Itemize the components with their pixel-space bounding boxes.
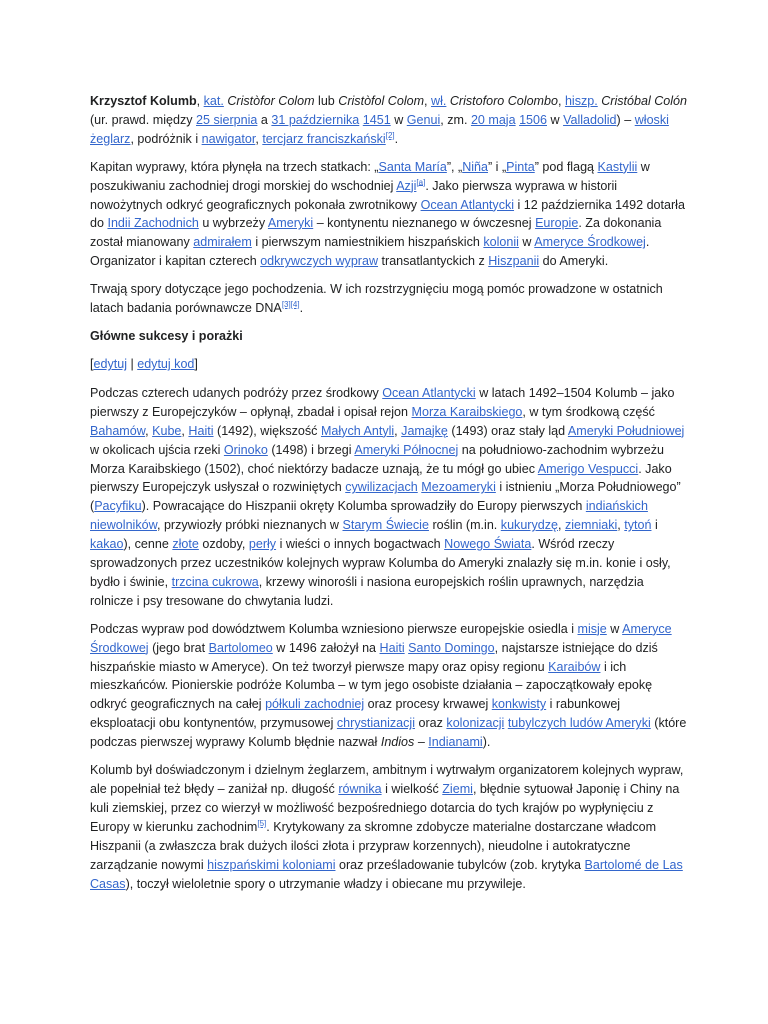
link-missions[interactable]: misje	[577, 621, 607, 636]
link-cocoa[interactable]: kakao	[90, 537, 124, 552]
link-west-indies[interactable]: Indii Zachodnich	[107, 216, 199, 231]
link-spanish-colonies[interactable]: hiszpańskimi koloniami	[207, 857, 336, 872]
link-haiti-2[interactable]: Haiti	[379, 640, 405, 655]
link-nina[interactable]: Niña	[462, 159, 488, 174]
link-lesser-antilles[interactable]: Małych Antyli	[320, 423, 395, 438]
link-western-hemisphere[interactable]: półkuli zachodniej	[265, 697, 365, 712]
link-atlantic-2[interactable]: Ocean Atlantycki	[382, 385, 476, 400]
footnote-3-4[interactable]: [3][4]	[281, 299, 300, 309]
link-colonies[interactable]: kolonii	[483, 235, 519, 250]
link-genoa[interactable]: Genui	[406, 112, 441, 127]
link-santo-domingo[interactable]: Santo Domingo	[408, 640, 495, 655]
link-cuba[interactable]: Kube	[152, 423, 182, 438]
link-tertiary[interactable]: tercjarz franciszkański	[262, 131, 386, 146]
section-heading: Główne sukcesy i porażki	[90, 328, 243, 343]
footnote-a[interactable]: [a]	[416, 177, 426, 187]
link-vespucci[interactable]: Amerigo Vespucci	[537, 461, 639, 476]
footnote-5[interactable]: [5]	[257, 818, 267, 828]
link-new-world[interactable]: Nowego Świata	[444, 537, 532, 552]
link-asia[interactable]: Azji	[396, 178, 417, 193]
link-bartolomeo[interactable]: Bartolomeo	[208, 640, 273, 655]
link-pacific[interactable]: Pacyfiku	[94, 499, 142, 514]
link-indian[interactable]: indiańskich	[585, 499, 648, 514]
link-santa-maria[interactable]: Santa María	[378, 159, 447, 174]
link-gold[interactable]: złote	[172, 537, 199, 552]
link-pinta[interactable]: Pinta	[506, 159, 535, 174]
link-central-america-2[interactable]: Ameryce Środkowej	[90, 621, 672, 655]
intro-paragraph: Krzysztof Kolumb, kat. Cristòfor Colom lub Cristòfol Colom, wł. Cristoforo Colombo, hiszp. Cristóbal Colón (ur. prawd. między 25 sierpnia a 31 października 1451 w Genui, zm. 20 maja 1506 w Valladolid) – włoski żeglarz, podróżnik i nawigator, tercjarz franciszkański[2].	[90, 94, 688, 146]
link-spain[interactable]: Hiszpanii	[488, 254, 540, 269]
link-bahamas[interactable]: Bahamów	[90, 423, 146, 438]
footnote-2[interactable]: [2]	[385, 130, 395, 140]
link-europe[interactable]: Europie	[535, 216, 579, 231]
link-earth[interactable]: Ziemi	[442, 782, 473, 796]
link-sugarcane[interactable]: trzcina cukrowa	[171, 574, 259, 589]
link-italian[interactable]: włoski	[634, 112, 669, 127]
link-maize[interactable]: kukurydzę	[500, 518, 558, 533]
link-indians[interactable]: Indianami	[428, 735, 483, 750]
article-subject: Krzysztof Kolumb	[90, 94, 197, 108]
link-conquest[interactable]: konkwisty	[491, 697, 547, 712]
link-potatoes[interactable]: ziemniaki	[564, 518, 618, 533]
link-colonization[interactable]: kolonizacji	[446, 716, 505, 731]
ships-paragraph: Kapitan wyprawy, która płynęła na trzech statkach: „Santa María”, „Niña” i „Pinta” pod flagą Kastylii w poszukiwaniu zachodniej drogi morskiej do wschodniej Azji[a]. Jako pierwsza wyprawa w historii nowożytnych odkryć geograficznych pokonała zwrotnikowy Ocean Atlantycki i 12 października 1492 dotarła do Indii Zachodnich u wybrzeży Ameryki – kontynentu nieznanego w ówczesnej Europie. Za dokonania został mianowany admirałem i pierwszym namiestnikiem hiszpańskich kolonii w Ameryce Środkowej. Organizator i kapitan czterech odkrywczych wypraw transatlantyckich z Hiszpanii do Ameryki.	[90, 159, 685, 269]
article-body	[90, 92, 688, 902]
link-native-peoples[interactable]: tubylczych ludów Ameryki	[507, 716, 651, 731]
link-las-casas[interactable]: Bartolomé de Las Casas	[90, 857, 683, 891]
link-christianization[interactable]: chrystianizacji	[336, 716, 415, 731]
link-valladolid[interactable]: Valladolid	[563, 112, 617, 127]
link-kat[interactable]: kat.	[203, 94, 224, 108]
edit-link[interactable]: edytuj	[93, 356, 127, 371]
link-sailor[interactable]: żeglarz	[90, 131, 131, 146]
link-castile[interactable]: Kastylii	[597, 159, 638, 174]
link-date-birth-1[interactable]: 25 sierpnia	[196, 112, 258, 127]
link-caribs[interactable]: Karaibów	[548, 659, 601, 674]
link-mesoamerica[interactable]: Mezoameryki	[421, 480, 496, 495]
link-date-death[interactable]: 20 maja	[470, 112, 516, 127]
link-navigator[interactable]: nawigator	[201, 131, 256, 146]
link-america[interactable]: Ameryki	[267, 216, 314, 231]
link-caribbean[interactable]: Morza Karaibskiego	[411, 404, 523, 419]
voyages-paragraph: Podczas czterech udanych podróży przez środkowy Ocean Atlantycki w latach 1492–1504 Kolumb – jako pierwszy z Europejczyków – opłynął, zbadał i opisał rejon Morza Karaibskiego, w tym środkową część Bahamów, Kube, Haiti (1492), większość Małych Antyli, Jamajkę (1493) oraz stały ląd Ameryki Południowej w okolicach ujścia rzeki Orinoko (1498) i brzegi Ameryki Północnej na południowo-zachodnim wybrzeżu Morza Karaibskiego (1502), choć niektórzy badacze uznają, że tu mógł go ubiec Amerigo Vespucci. Jako pierwszy Europejczyk usłyszał o rozwiniętych cywilizacjach Mezoameryki i istnieniu „Morza Południowego” (Pacyfiku). Powracające do Hiszpanii okręty Kolumba sprowadziły do Europy pierwszych indiańskich niewolników, przywiozły próbki nieznanych w Starym Świecie roślin (m.in. kukurydzę, ziemniaki, tytoń i kakao), cenne złote ozdoby, perły i wieści o innych bogactwach Nowego Świata. Wśród rzeczy sprowadzonych przez uczestników kolejnych wypraw Kolumba do Ameryki znalazły się m.in. konie i osły, bydło i świnie, trzcina cukrowa, krzewy winorośli i nasiona europejskich roślin uprawnych, narzędzia rolnicze i psy tresowane do chwytania ludzi.	[90, 385, 685, 608]
link-date-birth-2[interactable]: 31 października	[271, 112, 360, 127]
link-tobacco[interactable]: tytoń	[624, 518, 652, 533]
link-year-death[interactable]: 1506	[519, 112, 547, 127]
link-north-america[interactable]: Ameryki Północnej	[354, 442, 459, 457]
edit-section-links: [edytuj | edytuj kod]	[90, 356, 198, 371]
link-wl[interactable]: wł.	[431, 94, 447, 108]
link-pearls[interactable]: perły	[248, 537, 277, 552]
link-orinoco[interactable]: Orinoko	[223, 442, 268, 457]
link-equator[interactable]: równika	[338, 782, 382, 796]
link-admiral[interactable]: admirałem	[193, 235, 252, 250]
origin-paragraph: Trwają spory dotyczące jego pochodzenia. W ich rozstrzygnięciu mogą pomóc prowadzone w ostatnich latach badania porównawcze DNA[3][4].	[90, 282, 663, 316]
link-central-america[interactable]: Ameryce Środkowej	[534, 235, 646, 250]
link-old-world[interactable]: Starym Świecie	[342, 518, 429, 533]
link-atlantic[interactable]: Ocean Atlantycki	[420, 197, 515, 212]
link-jamaica[interactable]: Jamajkę	[401, 423, 448, 438]
link-civilizations[interactable]: cywilizacjach	[345, 480, 418, 495]
edit-source-link[interactable]: edytuj kod	[137, 356, 195, 371]
link-voyages[interactable]: odkrywczych wypraw	[260, 254, 379, 269]
link-hiszp[interactable]: hiszp.	[564, 94, 598, 108]
link-year-birth[interactable]: 1451	[362, 112, 391, 127]
link-south-america[interactable]: Ameryki Południowej	[567, 423, 685, 438]
link-haiti[interactable]: Haiti	[188, 423, 214, 438]
link-slaves[interactable]: niewolników	[90, 518, 157, 533]
settlements-paragraph: Podczas wypraw pod dowództwem Kolumba wzniesiono pierwsze europejskie osiedla i misje w Ameryce Środkowej (jego brat Bartolomeo w 1496 założył na Haiti Santo Domingo, najstarsze istniejące do dziś hiszpańskie miasto w Ameryce). On też tworzył pierwsze mapy oraz opisy regionu Karaibów i ich mieszkańców. Pionierskie podróże Kolumba – w tym jego osobiste działania – zapoczątkowały epokę odkryć geograficznych na całej półkuli zachodniej oraz procesy krwawej konkwisty i rabunkowej eksploatacji obu kontynentów, przymusowej chrystianizacji oraz kolonizacji tubylczych ludów Ameryki (które podczas pierwszej wyprawy Kolumb błędnie nazwał Indios – Indianami).	[90, 621, 687, 750]
assessment-paragraph: Kolumb był doświadczonym i dzielnym żeglarzem, ambitnym i wytrwałym organizatorem kolejnych wypraw, ale popełniał też błędy – zaniżał np. długość równika i wielkość Ziemi, błędnie sytuował Japonię i Chiny na kuli ziemskiej, przez co wierzył w możliwość bezpośredniego dotarcia do tych krajów po wypłynięciu z Europy w kierunku zachodnim[5]. Krytykowany za skromne zdobycze materialne dostarczane władcom Hiszpanii (a zwłaszcza brak dużych ilości złota i przypraw korzennych), nieudolne i autokratyczne zarządzanie nowymi hiszpańskimi koloniami oraz prześladowanie tubylców (zob. krytyka Bartolomé de Las Casas), toczył wieloletnie spory o utrzymanie władzy i obiecane mu przywileje.	[90, 763, 684, 891]
